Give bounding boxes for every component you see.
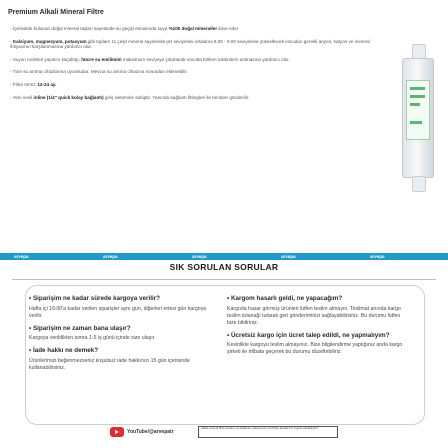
filter-label bbox=[406, 80, 430, 140]
brand-strip-label: arvepa bbox=[103, 254, 118, 259]
brand-strip-label: arvepa bbox=[192, 254, 207, 259]
faq-question: • Ücretsiz kargo için ücret talep edildi, ne yapmalıyım? bbox=[227, 331, 390, 339]
faq-question: • Siparişim ne kadar sürede kargoya verilir? bbox=[29, 295, 161, 302]
feature-text: Yeni nesil bbox=[12, 94, 34, 100]
faq-question: • İade hakkı ne demek? bbox=[29, 347, 99, 354]
footer-note: Alkali mineral filtre kurulum ve kullanım videosu için YouTube kanalımızı ziyaret edebilirsiniz bbox=[198, 426, 338, 438]
feature-item: - Suyun molekül yapısını küçültüp, hücre su emilimini maksimum seviyeye çıkartarak vücutta biriken toksinlerin atılmasına yardımcı olur. bbox=[10, 56, 290, 62]
faq-divider bbox=[12, 279, 436, 280]
feature-bold: hücre su emilimini bbox=[81, 56, 122, 62]
feature-item: - Tüm su arıtma cihazlarına uyumludur. Mevcut su arıtma cihazına sonradan eklenebilir. bbox=[10, 69, 188, 75]
brand-strip-label: arvepa bbox=[281, 254, 296, 259]
filter-bottom-fitting bbox=[412, 176, 426, 192]
filter-cartridge-image bbox=[398, 44, 438, 192]
faq-left-column bbox=[29, 295, 209, 377]
feature-list bbox=[10, 26, 388, 107]
faq-answer: Kargoya verildikten sonra 1-5 iş günü içinde size ulaşır. bbox=[29, 335, 156, 341]
feature-text: maksimum seviyeye çıkartarak vücutta biriken toksinlerin atılmasına yardımcı olur. bbox=[121, 56, 290, 62]
feature-item: - Kalsiyum, magnezyum, potasyum gibi toplam 11 çeşit mineral sayesinde pH seviyesini ortalama 8,00 - 9,00 seviyesine yükseltecek vücudun gerekli anyon, katyon ve mineral ihtiyacının karşılanmasına yardımcı olur. bbox=[10, 38, 370, 50]
feature-bold: Kalsiyum, magnezyum, potasyum bbox=[12, 38, 87, 44]
feature-text: Suyun molekül yapısını küçültüp, bbox=[12, 56, 82, 62]
feature-text: gibi toplam 11 çeşit mineral sayesinde pH seviyesini ortalama 8,00 - 9,00 seviyesine yükseltecek vücudun gerekli anyon, katyon ve mineral ihtiyacının karşılanmasına yardımcı olur. bbox=[10, 38, 370, 50]
feature-bold: 12-24 ay. bbox=[37, 81, 57, 87]
brand-strip bbox=[0, 253, 448, 260]
faq-answer: Hafta içi 16:00'a kadar verilen siparişler aynı gün, diğerleri ertesi gün kargoya verilir. bbox=[29, 305, 207, 319]
faq-right-column bbox=[227, 295, 407, 361]
footer bbox=[110, 425, 338, 440]
feature-bold: inline (1/4" quick kolay bağlantı) bbox=[33, 94, 104, 100]
feature-item: - Filtre ömrü: 12-24 ay. bbox=[10, 81, 57, 87]
feature-bold: %100 doğal mineraller bbox=[168, 26, 218, 31]
brand-strip-label: arvepa bbox=[14, 254, 29, 259]
faq-answer: Kargoda hasar görmüş ürünleri lütfen teslim almayın. Teslimat anında kargo teslim tutanağı tutarak geri gönderiminizi sağlayabilirsiniz. Bu durumu lütfen bize bildiriniz. bbox=[227, 305, 401, 326]
faq-question: • Kargom hasarlı geldi, ne yapacağım? bbox=[227, 295, 343, 302]
faq-title: SIK SORULAN SORULAR bbox=[169, 262, 279, 272]
feature-text: Filtre ömrü: bbox=[12, 81, 38, 87]
brand-strip-label: arvepa bbox=[370, 254, 385, 259]
youtube-link[interactable]: YouTube/@arvepatr bbox=[127, 429, 174, 435]
feature-item: - İçerisinde bulunan doğal mineral taşları sayesinde su geçişi esnasında suya %100 doğal mineraller ilave eder bbox=[10, 26, 239, 31]
feature-text: Tüm su arıtma cihazlarına uyumludur. Mevcut su arıtma cihazına sonradan eklenebilir. bbox=[12, 69, 188, 75]
product-title: Premium Alkali Mineral Filtre bbox=[8, 9, 104, 16]
feature-item: - Yeni nesil inline (1/4" quick kolay bağlantı) giriş sistemine sahiptir. Yanında bağlantı fittingleri ile beraber gönderilir. bbox=[10, 94, 250, 100]
feature-text: İçerisinde bulunan doğal mineral taşları sayesinde su geçişi esnasında suya bbox=[12, 26, 169, 31]
feature-text: giriş sistemine sahiptir. Yanında bağlantı fittingleri ile beraber gönderilir. bbox=[103, 94, 250, 100]
faq-answer: Kesinlikle kargoyu teslim almayınız. Bize bilgilendirme yaptığınız anda kargo şirketi ile irtibata geçerek bu durumu düzeltebiliriz. bbox=[227, 342, 403, 355]
faq-answer: Ürünlerimizi beğenmezseniz koşulsuz iade hakkınızı 15 gün içerisinde kullanabilirsiniz. bbox=[29, 357, 190, 371]
feature-text: ilave eder bbox=[217, 26, 239, 31]
youtube-icon bbox=[110, 427, 124, 437]
faq-question: • Siparişim ne zaman bana ulaşır? bbox=[29, 324, 131, 332]
